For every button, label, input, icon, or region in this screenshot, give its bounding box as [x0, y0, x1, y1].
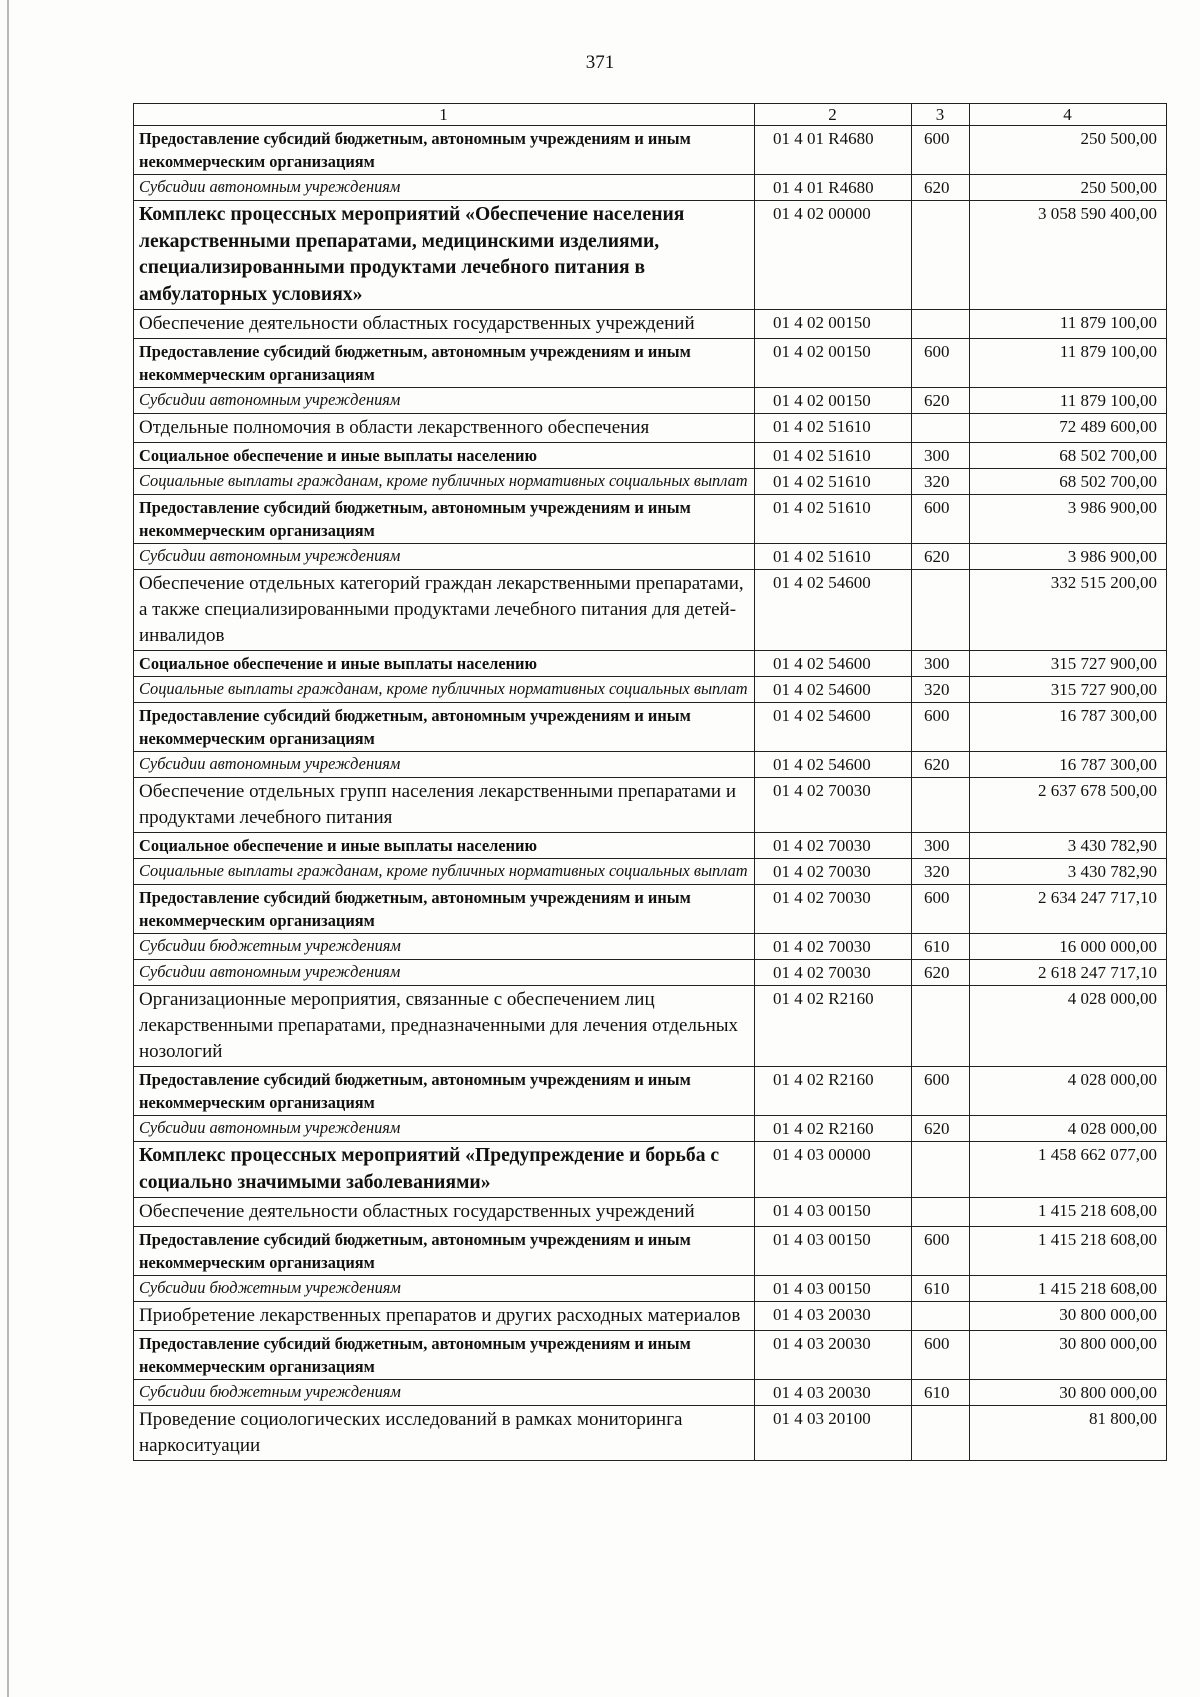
row-code-cell: 01 4 03 00000	[755, 1142, 912, 1198]
row-expense-type-cell: 320	[912, 677, 970, 703]
row-amount-cell: 1 458 662 077,00	[970, 1142, 1167, 1198]
table-row	[134, 1331, 1167, 1380]
row-code-cell: 01 4 03 20030	[755, 1331, 912, 1380]
row-name-cell: Предоставление субсидий бюджетным, автономным учреждениям и иным некоммерческим организациям	[134, 885, 755, 934]
row-name-cell: Обеспечение отдельных категорий граждан лекарственными препаратами, а также специализированными продуктами лечебного питания для детей-инвалидов	[134, 570, 755, 651]
row-expense-type-cell	[912, 201, 970, 310]
row-expense-type-cell: 600	[912, 1067, 970, 1116]
row-amount-cell: 315 727 900,00	[970, 677, 1167, 703]
row-expense-type-cell: 300	[912, 651, 970, 677]
row-amount-cell: 3 430 782,90	[970, 833, 1167, 859]
table-row	[134, 175, 1167, 201]
row-amount-cell: 250 500,00	[970, 126, 1167, 175]
row-amount-cell: 30 800 000,00	[970, 1380, 1167, 1406]
row-name-cell: Субсидии автономным учреждениям	[134, 1116, 755, 1142]
row-expense-type-cell: 600	[912, 1331, 970, 1380]
table-row	[134, 1198, 1167, 1227]
row-expense-type-cell	[912, 1198, 970, 1227]
row-amount-cell: 3 986 900,00	[970, 544, 1167, 570]
table-row	[134, 126, 1167, 175]
table-row	[134, 859, 1167, 885]
row-expense-type-cell: 600	[912, 339, 970, 388]
row-code-cell: 01 4 02 70030	[755, 778, 912, 833]
row-amount-cell: 81 800,00	[970, 1406, 1167, 1461]
row-name-cell: Отдельные полномочия в области лекарственного обеспечения	[134, 414, 755, 443]
row-amount-cell: 11 879 100,00	[970, 310, 1167, 339]
row-amount-cell: 1 415 218 608,00	[970, 1227, 1167, 1276]
row-amount-cell: 332 515 200,00	[970, 570, 1167, 651]
row-amount-cell: 315 727 900,00	[970, 651, 1167, 677]
row-expense-type-cell: 320	[912, 469, 970, 495]
row-code-cell: 01 4 02 54600	[755, 703, 912, 752]
table-row	[134, 778, 1167, 833]
row-expense-type-cell	[912, 986, 970, 1067]
budget-table	[133, 103, 1167, 1461]
row-name-cell: Субсидии автономным учреждениям	[134, 388, 755, 414]
row-amount-cell: 68 502 700,00	[970, 443, 1167, 469]
row-expense-type-cell: 620	[912, 544, 970, 570]
row-amount-cell: 11 879 100,00	[970, 339, 1167, 388]
table-row	[134, 570, 1167, 651]
header-col-2: 2	[755, 104, 912, 126]
row-expense-type-cell	[912, 414, 970, 443]
row-code-cell: 01 4 01 R4680	[755, 126, 912, 175]
row-code-cell: 01 4 02 70030	[755, 885, 912, 934]
row-code-cell: 01 4 02 51610	[755, 469, 912, 495]
table-row	[134, 960, 1167, 986]
row-expense-type-cell	[912, 570, 970, 651]
table-row	[134, 1380, 1167, 1406]
row-code-cell: 01 4 03 20030	[755, 1380, 912, 1406]
row-name-cell: Субсидии автономным учреждениям	[134, 175, 755, 201]
row-code-cell: 01 4 02 00150	[755, 310, 912, 339]
row-code-cell: 01 4 03 20030	[755, 1302, 912, 1331]
row-name-cell: Субсидии бюджетным учреждениям	[134, 1276, 755, 1302]
row-code-cell: 01 4 02 51610	[755, 544, 912, 570]
row-name-cell: Субсидии автономным учреждениям	[134, 544, 755, 570]
table-row	[134, 339, 1167, 388]
row-expense-type-cell	[912, 1142, 970, 1198]
table-row	[134, 469, 1167, 495]
row-expense-type-cell	[912, 310, 970, 339]
row-code-cell: 01 4 02 51610	[755, 495, 912, 544]
row-name-cell: Организационные мероприятия, связанные с обеспечением лиц лекарственными препаратами, предназначенными для лечения отдельных нозологий	[134, 986, 755, 1067]
row-code-cell: 01 4 02 70030	[755, 833, 912, 859]
header-col-1: 1	[134, 104, 755, 126]
row-code-cell: 01 4 02 54600	[755, 651, 912, 677]
table-row	[134, 414, 1167, 443]
table-row	[134, 1276, 1167, 1302]
row-name-cell: Субсидии автономным учреждениям	[134, 752, 755, 778]
row-name-cell: Субсидии бюджетным учреждениям	[134, 934, 755, 960]
row-amount-cell: 16 787 300,00	[970, 752, 1167, 778]
row-amount-cell: 2 618 247 717,10	[970, 960, 1167, 986]
row-name-cell: Социальное обеспечение и иные выплаты населению	[134, 833, 755, 859]
table-row	[134, 310, 1167, 339]
row-name-cell: Предоставление субсидий бюджетным, автономным учреждениям и иным некоммерческим организациям	[134, 1227, 755, 1276]
row-name-cell: Предоставление субсидий бюджетным, автономным учреждениям и иным некоммерческим организациям	[134, 1067, 755, 1116]
row-name-cell: Предоставление субсидий бюджетным, автономным учреждениям и иным некоммерческим организациям	[134, 126, 755, 175]
row-name-cell: Комплекс процессных мероприятий «Обеспечение населения лекарственными препаратами, медицинскими изделиями, специализированными продуктами лечебного питания в амбулаторных условиях»	[134, 201, 755, 310]
row-amount-cell: 4 028 000,00	[970, 1067, 1167, 1116]
row-amount-cell: 3 986 900,00	[970, 495, 1167, 544]
row-code-cell: 01 4 02 00150	[755, 388, 912, 414]
row-name-cell: Предоставление субсидий бюджетным, автономным учреждениям и иным некоммерческим организациям	[134, 703, 755, 752]
row-code-cell: 01 4 02 00150	[755, 339, 912, 388]
row-expense-type-cell: 620	[912, 175, 970, 201]
row-name-cell: Комплекс процессных мероприятий «Предупреждение и борьба с социально значимыми заболеваниями»	[134, 1142, 755, 1198]
row-name-cell: Субсидии бюджетным учреждениям	[134, 1380, 755, 1406]
table-row	[134, 651, 1167, 677]
row-name-cell: Обеспечение отдельных групп населения лекарственными препаратами и продуктами лечебного питания	[134, 778, 755, 833]
row-code-cell: 01 4 02 54600	[755, 677, 912, 703]
row-name-cell: Социальное обеспечение и иные выплаты населению	[134, 651, 755, 677]
table-row	[134, 1142, 1167, 1198]
row-name-cell: Субсидии автономным учреждениям	[134, 960, 755, 986]
row-code-cell: 01 4 02 54600	[755, 752, 912, 778]
table-row	[134, 677, 1167, 703]
row-amount-cell: 72 489 600,00	[970, 414, 1167, 443]
row-amount-cell: 250 500,00	[970, 175, 1167, 201]
row-amount-cell: 68 502 700,00	[970, 469, 1167, 495]
row-expense-type-cell	[912, 1406, 970, 1461]
row-code-cell: 01 4 02 54600	[755, 570, 912, 651]
budget-table-body	[134, 104, 1167, 1461]
row-expense-type-cell: 610	[912, 934, 970, 960]
table-row	[134, 544, 1167, 570]
header-col-4: 4	[970, 104, 1167, 126]
row-expense-type-cell: 620	[912, 388, 970, 414]
row-name-cell: Предоставление субсидий бюджетным, автономным учреждениям и иным некоммерческим организациям	[134, 495, 755, 544]
header-col-3: 3	[912, 104, 970, 126]
row-amount-cell: 2 634 247 717,10	[970, 885, 1167, 934]
row-amount-cell: 1 415 218 608,00	[970, 1276, 1167, 1302]
row-amount-cell: 30 800 000,00	[970, 1302, 1167, 1331]
scan-edge-line	[7, 0, 9, 1697]
row-name-cell: Социальные выплаты гражданам, кроме публичных нормативных социальных выплат	[134, 677, 755, 703]
row-name-cell: Приобретение лекарственных препаратов и других расходных материалов	[134, 1302, 755, 1331]
row-amount-cell: 3 058 590 400,00	[970, 201, 1167, 310]
row-expense-type-cell: 620	[912, 752, 970, 778]
row-expense-type-cell: 320	[912, 859, 970, 885]
table-row	[134, 703, 1167, 752]
row-expense-type-cell: 600	[912, 885, 970, 934]
row-code-cell: 01 4 02 70030	[755, 960, 912, 986]
table-row	[134, 1227, 1167, 1276]
row-expense-type-cell: 600	[912, 1227, 970, 1276]
row-expense-type-cell: 610	[912, 1380, 970, 1406]
row-expense-type-cell: 600	[912, 703, 970, 752]
row-expense-type-cell: 600	[912, 495, 970, 544]
row-code-cell: 01 4 03 00150	[755, 1276, 912, 1302]
row-expense-type-cell: 300	[912, 833, 970, 859]
row-amount-cell: 4 028 000,00	[970, 1116, 1167, 1142]
row-code-cell: 01 4 02 R2160	[755, 1116, 912, 1142]
row-expense-type-cell: 610	[912, 1276, 970, 1302]
row-amount-cell: 11 879 100,00	[970, 388, 1167, 414]
row-expense-type-cell: 620	[912, 960, 970, 986]
row-expense-type-cell	[912, 778, 970, 833]
table-row	[134, 986, 1167, 1067]
row-expense-type-cell: 600	[912, 126, 970, 175]
table-row	[134, 1067, 1167, 1116]
table-row	[134, 833, 1167, 859]
row-name-cell: Обеспечение деятельности областных государственных учреждений	[134, 310, 755, 339]
row-name-cell: Предоставление субсидий бюджетным, автономным учреждениям и иным некоммерческим организациям	[134, 339, 755, 388]
row-amount-cell: 3 430 782,90	[970, 859, 1167, 885]
row-code-cell: 01 4 02 70030	[755, 859, 912, 885]
row-code-cell: 01 4 03 00150	[755, 1227, 912, 1276]
row-amount-cell: 16 787 300,00	[970, 703, 1167, 752]
row-amount-cell: 30 800 000,00	[970, 1331, 1167, 1380]
row-code-cell: 01 4 02 51610	[755, 414, 912, 443]
row-code-cell: 01 4 02 00000	[755, 201, 912, 310]
row-name-cell: Социальные выплаты гражданам, кроме публичных нормативных социальных выплат	[134, 469, 755, 495]
table-row	[134, 752, 1167, 778]
table-row	[134, 495, 1167, 544]
row-amount-cell: 4 028 000,00	[970, 986, 1167, 1067]
table-row	[134, 1302, 1167, 1331]
row-name-cell: Проведение социологических исследований в рамках мониторинга наркоситуации	[134, 1406, 755, 1461]
table-header-row	[134, 104, 1167, 126]
row-code-cell: 01 4 03 20100	[755, 1406, 912, 1461]
row-code-cell: 01 4 02 R2160	[755, 1067, 912, 1116]
page-number: 371	[585, 52, 615, 73]
table-row	[134, 885, 1167, 934]
row-name-cell: Обеспечение деятельности областных государственных учреждений	[134, 1198, 755, 1227]
row-expense-type-cell: 620	[912, 1116, 970, 1142]
table-row	[134, 1406, 1167, 1461]
row-expense-type-cell	[912, 1302, 970, 1331]
row-amount-cell: 1 415 218 608,00	[970, 1198, 1167, 1227]
row-code-cell: 01 4 03 00150	[755, 1198, 912, 1227]
row-name-cell: Предоставление субсидий бюджетным, автономным учреждениям и иным некоммерческим организациям	[134, 1331, 755, 1380]
row-amount-cell: 2 637 678 500,00	[970, 778, 1167, 833]
table-row	[134, 1116, 1167, 1142]
row-name-cell: Социальные выплаты гражданам, кроме публичных нормативных социальных выплат	[134, 859, 755, 885]
table-row	[134, 934, 1167, 960]
row-code-cell: 01 4 01 R4680	[755, 175, 912, 201]
row-code-cell: 01 4 02 R2160	[755, 986, 912, 1067]
row-name-cell: Социальное обеспечение и иные выплаты населению	[134, 443, 755, 469]
row-code-cell: 01 4 02 51610	[755, 443, 912, 469]
row-expense-type-cell: 300	[912, 443, 970, 469]
table-row	[134, 388, 1167, 414]
row-amount-cell: 16 000 000,00	[970, 934, 1167, 960]
row-code-cell: 01 4 02 70030	[755, 934, 912, 960]
table-row	[134, 443, 1167, 469]
table-row	[134, 201, 1167, 310]
